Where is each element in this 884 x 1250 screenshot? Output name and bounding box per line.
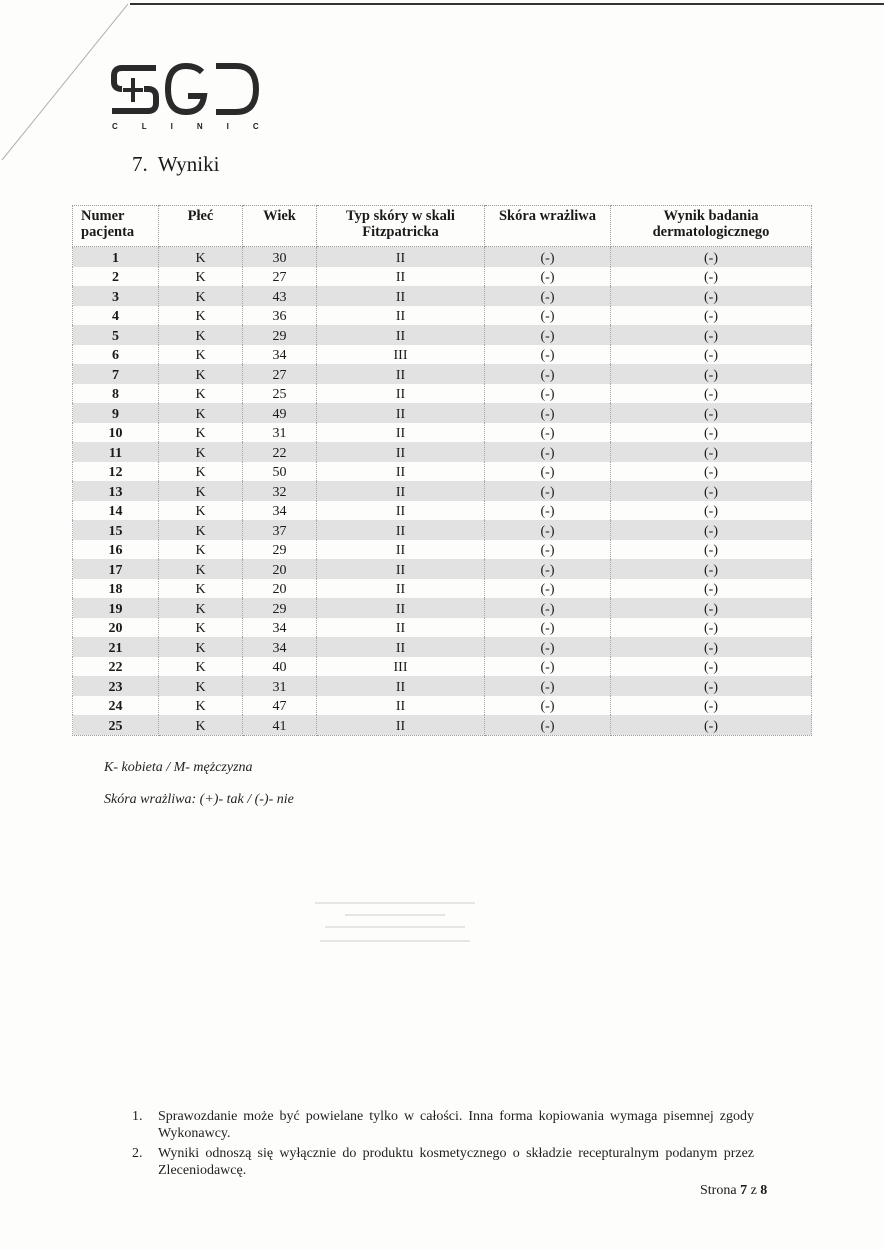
- patient-number-cell: 20: [73, 618, 159, 638]
- sensitive-skin-cell: (-): [485, 715, 611, 735]
- page-number: [700, 1183, 767, 1199]
- skin-type-cell: III: [317, 657, 485, 677]
- patient-number-cell: 15: [73, 520, 159, 540]
- sex-cell: K: [159, 540, 243, 560]
- sex-cell: K: [159, 559, 243, 579]
- scan-edge-line: [130, 3, 884, 5]
- age-cell: 29: [243, 598, 317, 618]
- skin-type-cell: II: [317, 598, 485, 618]
- sensitive-skin-cell: (-): [485, 598, 611, 618]
- sensitive-skin-cell: (-): [485, 559, 611, 579]
- sensitive-skin-cell: (-): [485, 306, 611, 326]
- footnote-text: Sprawozdanie może być powielane tylko w całości. Inna forma kopiowania wymaga pisemnej zgody Wykonawcy.: [158, 1109, 754, 1141]
- sex-cell: K: [159, 267, 243, 287]
- dermatological-result-cell: (-): [611, 403, 812, 423]
- sex-cell: K: [159, 520, 243, 540]
- sex-cell: K: [159, 657, 243, 677]
- dermatological-result-cell: (-): [611, 462, 812, 482]
- dermatological-result-cell: (-): [611, 345, 812, 365]
- dermatological-result-cell: (-): [611, 520, 812, 540]
- logo-subtitle: CLINIC: [112, 122, 283, 131]
- skin-type-cell: III: [317, 345, 485, 365]
- column-header-patient-number: Numer pacjenta: [73, 206, 159, 247]
- age-cell: 27: [243, 267, 317, 287]
- table-row: [73, 676, 812, 696]
- column-header-skin-type: Typ skóry w skali Fitzpatricka: [317, 206, 485, 247]
- dermatological-result-cell: (-): [611, 559, 812, 579]
- skin-type-cell: II: [317, 403, 485, 423]
- table-row: [73, 598, 812, 618]
- table-row: [73, 579, 812, 599]
- table-row: [73, 637, 812, 657]
- age-cell: 25: [243, 384, 317, 404]
- sex-cell: K: [159, 637, 243, 657]
- table-row: [73, 462, 812, 482]
- age-cell: 49: [243, 403, 317, 423]
- section-number: 7.: [132, 152, 148, 176]
- skin-type-cell: II: [317, 501, 485, 521]
- footnote-number: 2.: [132, 1146, 143, 1161]
- patient-number-cell: 17: [73, 559, 159, 579]
- sex-cell: K: [159, 403, 243, 423]
- table-row: [73, 657, 812, 677]
- patient-number-cell: 24: [73, 696, 159, 716]
- dermatological-result-cell: (-): [611, 676, 812, 696]
- sensitive-skin-cell: (-): [485, 462, 611, 482]
- skin-type-cell: II: [317, 637, 485, 657]
- age-cell: 47: [243, 696, 317, 716]
- sex-cell: K: [159, 481, 243, 501]
- dermatological-result-cell: (-): [611, 384, 812, 404]
- age-cell: 34: [243, 345, 317, 365]
- skin-type-cell: II: [317, 384, 485, 404]
- column-header-sensitive-skin: Skóra wrażliwa: [485, 206, 611, 247]
- sex-cell: K: [159, 306, 243, 326]
- sex-cell: K: [159, 247, 243, 267]
- sensitive-skin-cell: (-): [485, 481, 611, 501]
- page-separator: z: [750, 1183, 757, 1198]
- table-row: [73, 286, 812, 306]
- sensitive-skin-cell: (-): [485, 403, 611, 423]
- dermatological-result-cell: (-): [611, 247, 812, 267]
- skin-type-cell: II: [317, 247, 485, 267]
- patient-number-cell: 23: [73, 676, 159, 696]
- skin-type-cell: II: [317, 696, 485, 716]
- dermatological-result-cell: (-): [611, 306, 812, 326]
- dermatological-result-cell: (-): [611, 657, 812, 677]
- skin-type-cell: II: [317, 520, 485, 540]
- skin-type-cell: II: [317, 715, 485, 735]
- dermatological-result-cell: (-): [611, 501, 812, 521]
- patient-number-cell: 14: [73, 501, 159, 521]
- patient-number-cell: 4: [73, 306, 159, 326]
- table-row: [73, 501, 812, 521]
- dermatological-result-cell: (-): [611, 325, 812, 345]
- table-row: [73, 520, 812, 540]
- table-row: [73, 618, 812, 638]
- table-row: [73, 540, 812, 560]
- dermatological-result-cell: (-): [611, 481, 812, 501]
- table-row: [73, 559, 812, 579]
- results-table-body: [73, 247, 812, 736]
- skin-type-cell: II: [317, 462, 485, 482]
- sensitive-skin-cell: (-): [485, 579, 611, 599]
- dermatological-result-cell: (-): [611, 286, 812, 306]
- skin-type-cell: II: [317, 325, 485, 345]
- dermatological-result-cell: (-): [611, 442, 812, 462]
- skin-type-cell: II: [317, 442, 485, 462]
- sensitive-skin-cell: (-): [485, 364, 611, 384]
- sensitive-skin-cell: (-): [485, 325, 611, 345]
- age-cell: 20: [243, 579, 317, 599]
- patient-number-cell: 18: [73, 579, 159, 599]
- age-cell: 34: [243, 618, 317, 638]
- sensitive-skin-cell: (-): [485, 657, 611, 677]
- age-cell: 22: [243, 442, 317, 462]
- dermatological-result-cell: (-): [611, 637, 812, 657]
- skin-type-cell: II: [317, 676, 485, 696]
- skin-type-cell: II: [317, 618, 485, 638]
- sex-cell: K: [159, 364, 243, 384]
- age-cell: 34: [243, 501, 317, 521]
- table-row: [73, 423, 812, 443]
- table-row: [73, 442, 812, 462]
- dermatological-result-cell: (-): [611, 267, 812, 287]
- table-row: [73, 306, 812, 326]
- column-header-dermatological-result: Wynik badania dermatologicznego: [611, 206, 812, 247]
- sensitive-skin-cell: (-): [485, 501, 611, 521]
- age-cell: 43: [243, 286, 317, 306]
- footnotes-list: [132, 1108, 754, 1182]
- age-cell: 32: [243, 481, 317, 501]
- page-current: 7: [740, 1183, 748, 1198]
- dermatological-result-cell: (-): [611, 423, 812, 443]
- sex-cell: K: [159, 696, 243, 716]
- patient-number-cell: 8: [73, 384, 159, 404]
- sensitive-skin-cell: (-): [485, 247, 611, 267]
- patient-number-cell: 13: [73, 481, 159, 501]
- skin-type-cell: II: [317, 267, 485, 287]
- sensitive-skin-cell: (-): [485, 286, 611, 306]
- column-header-sex: Płeć: [159, 206, 243, 247]
- sex-cell: K: [159, 579, 243, 599]
- patient-number-cell: 6: [73, 345, 159, 365]
- sensitive-skin-cell: (-): [485, 637, 611, 657]
- table-row: [73, 384, 812, 404]
- sensitive-skin-cell: (-): [485, 520, 611, 540]
- patient-number-cell: 5: [73, 325, 159, 345]
- sensitive-skin-cell: (-): [485, 423, 611, 443]
- skin-type-cell: II: [317, 306, 485, 326]
- table-row: [73, 345, 812, 365]
- patient-number-cell: 25: [73, 715, 159, 735]
- sensitive-skin-cell: (-): [485, 618, 611, 638]
- skin-type-cell: II: [317, 481, 485, 501]
- patient-number-cell: 16: [73, 540, 159, 560]
- age-cell: 50: [243, 462, 317, 482]
- patient-number-cell: 21: [73, 637, 159, 657]
- sex-cell: K: [159, 676, 243, 696]
- age-cell: 41: [243, 715, 317, 735]
- legend-sex: K- kobieta / M- mężczyzna: [104, 760, 253, 775]
- results-table: [72, 205, 812, 736]
- footnote-item: [132, 1108, 754, 1142]
- dermatological-result-cell: (-): [611, 696, 812, 716]
- sex-cell: K: [159, 325, 243, 345]
- sensitive-skin-cell: (-): [485, 696, 611, 716]
- faded-stamp: [305, 895, 485, 955]
- patient-number-cell: 12: [73, 462, 159, 482]
- sex-cell: K: [159, 501, 243, 521]
- skin-type-cell: II: [317, 559, 485, 579]
- sensitive-skin-cell: (-): [485, 267, 611, 287]
- age-cell: 27: [243, 364, 317, 384]
- legend-sensitive-skin: Skóra wrażliwa: (+)- tak / (-)- nie: [104, 792, 294, 807]
- table-row: [73, 481, 812, 501]
- age-cell: 30: [243, 247, 317, 267]
- sex-cell: K: [159, 715, 243, 735]
- table-row: [73, 247, 812, 267]
- table-row: [73, 364, 812, 384]
- section-heading: [132, 152, 219, 177]
- dermatological-result-cell: (-): [611, 715, 812, 735]
- column-header-age: Wiek: [243, 206, 317, 247]
- sensitive-skin-cell: (-): [485, 345, 611, 365]
- dermatological-result-cell: (-): [611, 598, 812, 618]
- dermatological-result-cell: (-): [611, 579, 812, 599]
- patient-number-cell: 19: [73, 598, 159, 618]
- age-cell: 31: [243, 423, 317, 443]
- age-cell: 40: [243, 657, 317, 677]
- patient-number-cell: 9: [73, 403, 159, 423]
- skin-type-cell: II: [317, 540, 485, 560]
- section-title: Wyniki: [157, 152, 220, 176]
- age-cell: 37: [243, 520, 317, 540]
- sensitive-skin-cell: (-): [485, 384, 611, 404]
- dermatological-result-cell: (-): [611, 618, 812, 638]
- patient-number-cell: 11: [73, 442, 159, 462]
- footnote-text: Wyniki odnoszą się wyłącznie do produktu kosmetycznego o składzie recepturalnym podanym przez Zleceniodawcę.: [158, 1146, 754, 1178]
- sensitive-skin-cell: (-): [485, 540, 611, 560]
- patient-number-cell: 2: [73, 267, 159, 287]
- skin-type-cell: II: [317, 286, 485, 306]
- sensitive-skin-cell: (-): [485, 442, 611, 462]
- skin-type-cell: II: [317, 364, 485, 384]
- table-header-row: [73, 206, 812, 247]
- sex-cell: K: [159, 598, 243, 618]
- dermatological-result-cell: (-): [611, 364, 812, 384]
- sex-cell: K: [159, 462, 243, 482]
- table-row: [73, 267, 812, 287]
- sex-cell: K: [159, 423, 243, 443]
- sex-cell: K: [159, 442, 243, 462]
- sex-cell: K: [159, 345, 243, 365]
- footnote-number: 1.: [132, 1109, 143, 1124]
- age-cell: 36: [243, 306, 317, 326]
- table-row: [73, 696, 812, 716]
- sensitive-skin-cell: (-): [485, 676, 611, 696]
- age-cell: 20: [243, 559, 317, 579]
- sex-cell: K: [159, 384, 243, 404]
- age-cell: 29: [243, 540, 317, 560]
- patient-number-cell: 22: [73, 657, 159, 677]
- patient-number-cell: 3: [73, 286, 159, 306]
- dermatological-result-cell: (-): [611, 540, 812, 560]
- table-row: [73, 715, 812, 735]
- age-cell: 29: [243, 325, 317, 345]
- sex-cell: K: [159, 286, 243, 306]
- table-row: [73, 403, 812, 423]
- table-row: [73, 325, 812, 345]
- page-total: 8: [760, 1183, 768, 1198]
- patient-number-cell: 7: [73, 364, 159, 384]
- skin-type-cell: II: [317, 579, 485, 599]
- page-label: Strona: [700, 1183, 737, 1198]
- patient-number-cell: 1: [73, 247, 159, 267]
- sgd-logo-mark: [108, 58, 268, 122]
- sex-cell: K: [159, 618, 243, 638]
- patient-number-cell: 10: [73, 423, 159, 443]
- age-cell: 31: [243, 676, 317, 696]
- skin-type-cell: II: [317, 423, 485, 443]
- age-cell: 34: [243, 637, 317, 657]
- footnote-item: [132, 1145, 754, 1179]
